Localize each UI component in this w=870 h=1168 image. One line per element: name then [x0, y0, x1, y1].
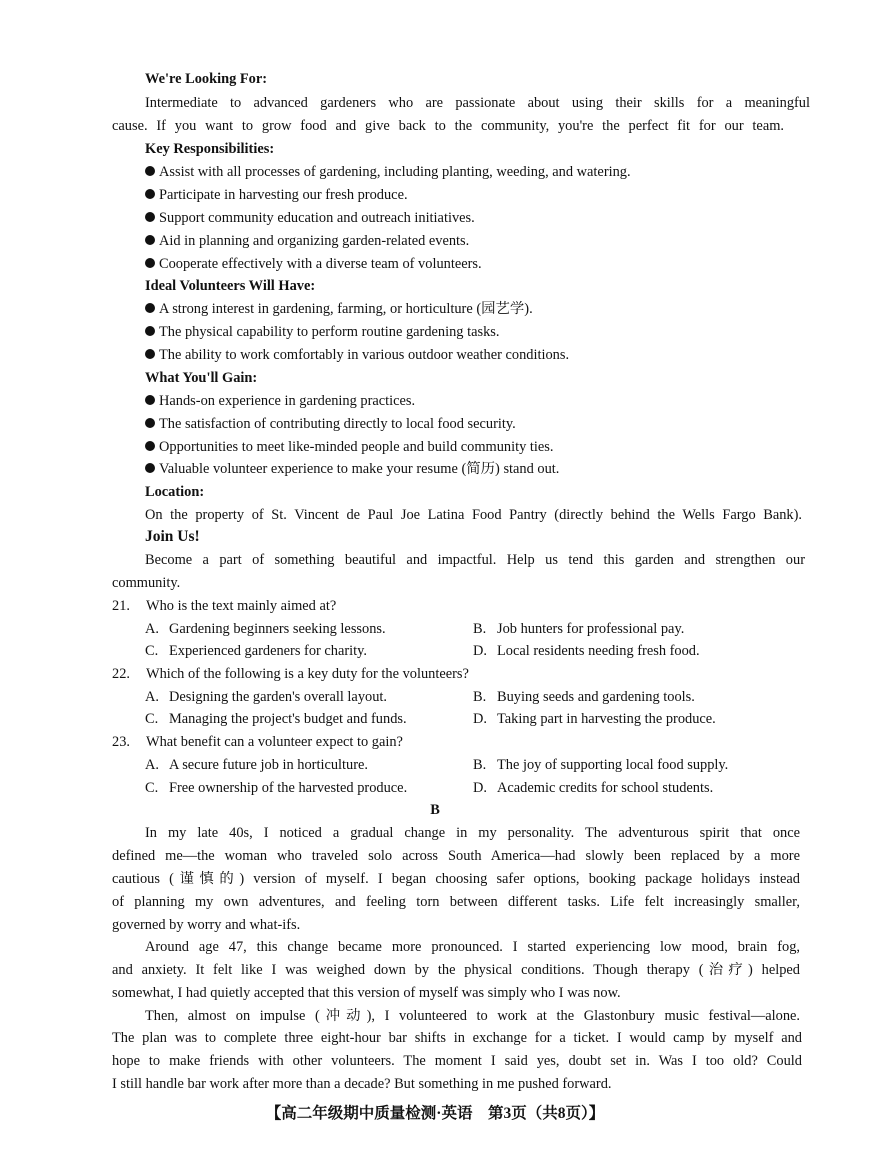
page-footer: 【高二年级期中质量检测·英语 第3页（共8页）】	[265, 1105, 605, 1122]
responsibility-item: Participate in harvesting our fresh produce.	[145, 186, 408, 204]
option-22-a[interactable]: A. Designing the garden's overall layout.	[145, 689, 387, 705]
option-23-a[interactable]: A. A secure future job in horticulture.	[145, 757, 369, 773]
option-21-c[interactable]: C. Experienced gardeners for charity.	[145, 643, 368, 659]
option-22-b[interactable]: B. Buying seeds and gardening tools.	[473, 689, 695, 705]
passage-b-line: I still handle bar work after more than a decade? But something in me pushed forward.	[112, 1076, 612, 1092]
question-21-stem: 21. Who is the text mainly aimed at?	[112, 598, 337, 614]
responsibilities-heading: Key Responsibilities:	[145, 141, 275, 157]
bullet-icon	[145, 166, 155, 176]
passage-b-line: cautious (谨慎的) version of myself. I began choosing safer options, booking package holidays instead	[112, 871, 800, 887]
join-heading: Join Us!	[145, 528, 200, 545]
passage-b-line: hope to make friends with other volunteers. The moment I said yes, doubt set in. Was I too old? Could	[112, 1053, 802, 1069]
passage-b-line: governed by worry and what-ifs.	[112, 917, 301, 933]
passage-b-line: somewhat, I had quietly accepted that this version of myself was simply who I was now.	[112, 985, 621, 1001]
bullet-icon	[145, 326, 155, 336]
bullet-icon	[145, 235, 155, 245]
gain-item: Valuable volunteer experience to make your resume (简历) stand out.	[145, 460, 559, 478]
bullet-icon	[145, 189, 155, 199]
location-heading: Location:	[145, 484, 205, 500]
responsibility-item: Cooperate effectively with a diverse team of volunteers.	[145, 255, 482, 273]
passage-b-line: and anxiety. It felt like I was weighed down by the physical conditions. Though therapy (治疗) helped	[112, 962, 800, 978]
bullet-icon	[145, 258, 155, 268]
passage-b-line: The plan was to complete three eight-hour bar shifts in exchange for a ticket. I would camp by myself and	[112, 1030, 802, 1046]
location-text: On the property of St. Vincent de Paul Joe Latina Food Pantry (directly behind the Wells Fargo Bank).	[145, 507, 802, 523]
option-21-b[interactable]: B. Job hunters for professional pay.	[473, 621, 685, 637]
gain-item: The satisfaction of contributing directly to local food security.	[145, 415, 516, 433]
bullet-icon	[145, 395, 155, 405]
option-23-b[interactable]: B. The joy of supporting local food supply.	[473, 757, 729, 773]
passage-b-line: In my late 40s, I noticed a gradual change in my personality. The adventurous spirit that once	[145, 825, 800, 841]
option-22-c[interactable]: C. Managing the project's budget and funds.	[145, 711, 407, 727]
gain-item: Hands-on experience in gardening practices.	[145, 392, 415, 410]
bullet-icon	[145, 441, 155, 451]
gain-heading: What You'll Gain:	[145, 370, 258, 386]
bullet-icon	[145, 303, 155, 313]
option-23-d[interactable]: D. Academic credits for school students.	[473, 780, 714, 796]
bullet-icon	[145, 349, 155, 359]
responsibility-item: Aid in planning and organizing garden-related events.	[145, 232, 469, 250]
question-23-stem: 23. What benefit can a volunteer expect to gain?	[112, 734, 403, 750]
looking-for-line-2: cause. If you want to grow food and give back to the community, you're the perfect fit for our team.	[112, 118, 784, 134]
ideal-item: A strong interest in gardening, farming, or horticulture (园艺学).	[145, 300, 533, 318]
passage-b-line: defined me—the woman who traveled solo across South America—had slowly been replaced by a more	[112, 848, 800, 864]
bullet-icon	[145, 418, 155, 428]
option-22-d[interactable]: D. Taking part in harvesting the produce.	[473, 711, 716, 727]
question-22-stem: 22. Which of the following is a key duty for the volunteers?	[112, 666, 469, 682]
section-b-label: B	[430, 802, 440, 818]
ideal-item: The physical capability to perform routine gardening tasks.	[145, 323, 499, 341]
looking-for-heading: We're Looking For:	[145, 71, 268, 87]
ideal-item: The ability to work comfortably in various outdoor weather conditions.	[145, 346, 569, 364]
option-21-d[interactable]: D. Local residents needing fresh food.	[473, 643, 700, 659]
join-line-2: community.	[112, 575, 181, 591]
ideal-heading: Ideal Volunteers Will Have:	[145, 278, 316, 294]
passage-b-line: Then, almost on impulse (冲动), I volunteered to work at the Glastonbury music festival—alone.	[145, 1008, 800, 1024]
bullet-icon	[145, 463, 155, 473]
responsibility-item: Assist with all processes of gardening, including planting, weeding, and watering.	[145, 163, 631, 181]
option-21-a[interactable]: A. Gardening beginners seeking lessons.	[145, 621, 386, 637]
looking-for-line-1: Intermediate to advanced gardeners who are passionate about using their skills for a meaningful	[145, 95, 810, 111]
responsibility-item: Support community education and outreach initiatives.	[145, 209, 475, 227]
passage-b-line: of planning my own adventures, and feeling torn between different tasks. Life felt increasingly smaller,	[112, 894, 800, 910]
option-23-c[interactable]: C. Free ownership of the harvested produce.	[145, 780, 408, 796]
bullet-icon	[145, 212, 155, 222]
join-line-1: Become a part of something beautiful and impactful. Help us tend this garden and strengthen our	[145, 552, 805, 568]
passage-b-line: Around age 47, this change became more pronounced. I started experiencing low mood, brain fog,	[145, 939, 800, 955]
gain-item: Opportunities to meet like-minded people and build community ties.	[145, 438, 553, 456]
